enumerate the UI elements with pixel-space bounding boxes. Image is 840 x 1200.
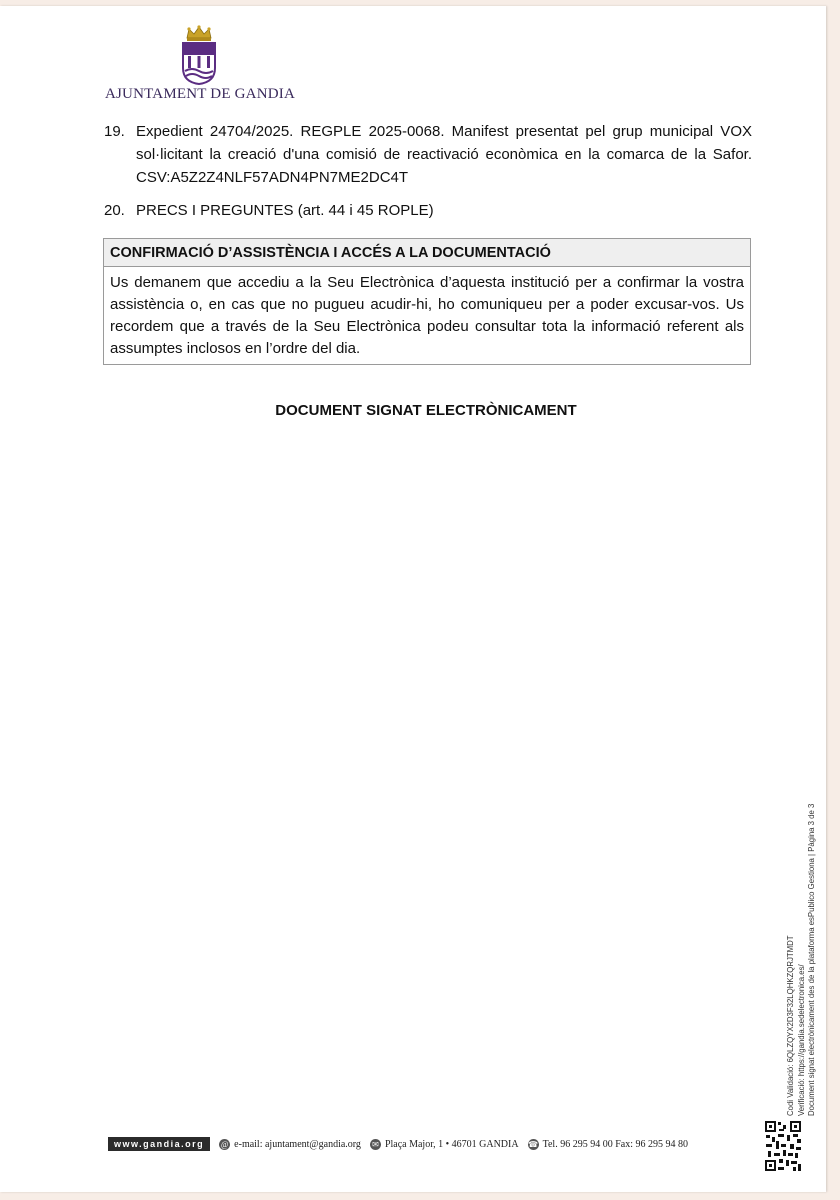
agenda-item-number: 19. (104, 123, 125, 140)
agenda-item-19 (104, 120, 752, 189)
telephone-icon: ☎ (528, 1139, 539, 1149)
agenda-item-20 (104, 199, 752, 222)
confirmation-box (103, 238, 751, 365)
at-sign-icon: @ (220, 1139, 229, 1149)
document-page (0, 6, 826, 1192)
footer-address: Plaça Major, 1 • 46701 GANDIA (384, 1138, 519, 1150)
footer-address-segment (370, 1139, 519, 1150)
logo-text: AJUNTAMENT DE GANDIA (104, 86, 295, 102)
agenda-item-number: 20. (104, 202, 125, 219)
gandia-coat-of-arms-icon (178, 24, 220, 86)
qr-code-icon[interactable] (764, 1120, 802, 1172)
footer (108, 1135, 697, 1153)
signed-label: DOCUMENT SIGNAT ELECTRÒNICAMENT (275, 402, 577, 419)
agenda-item-text: Expedient 24704/2025. REGPLE 2025-0068. Manifest presentat pel grup municipal VOX sol·licitant la creació d'una comisió de reactivació econòmica en la comarca de la Safor. CSV:A5Z2Z4NLF57ADN4PN7ME2DC4T (136, 123, 752, 186)
verification-code: Codi Validació: 6QLZQYX2D3F32LQHKZQRJTMDT (786, 935, 795, 1116)
footer-email-segment (219, 1139, 361, 1150)
confirmation-title: CONFIRMACIÓ D’ASSISTÈNCIA I ACCÉS A LA DOCUMENTACIÓ (104, 239, 750, 267)
agenda-list (104, 120, 752, 232)
verification-platform: Document signat electrònicament des de la plataforma esPublico Gestiona | Pàgina 3 de 3 (807, 803, 816, 1116)
footer-phone-segment (528, 1139, 688, 1150)
footer-website[interactable]: www.gandia.org (108, 1137, 210, 1151)
envelope-icon: ✉ (370, 1139, 381, 1150)
agenda-item-text: PRECS I PREGUNTES (art. 44 i 45 ROPLE) (136, 202, 434, 219)
footer-phone: Tel. 96 295 94 00 Fax: 96 295 94 80 (542, 1138, 688, 1150)
verification-sidebar (786, 766, 818, 1116)
footer-email[interactable]: e-mail: ajuntament@gandia.org (234, 1138, 361, 1150)
header-logo (100, 24, 300, 104)
verification-url: Verificació: https://gandia.sedelectronica.es/ (796, 964, 806, 1116)
confirmation-body: Us demanem que accediu a la Seu Electrònica d’aquesta institució per a confirmar la vostra assistència o, en cas que no pugueu acudir-hi, ho comuniqueu per a poder excusar-vos. Us recordem que a través de la Seu Electrònica podeu consultar tota la informació referent als assumptes inclosos en l’ordre del dia. (110, 274, 744, 357)
